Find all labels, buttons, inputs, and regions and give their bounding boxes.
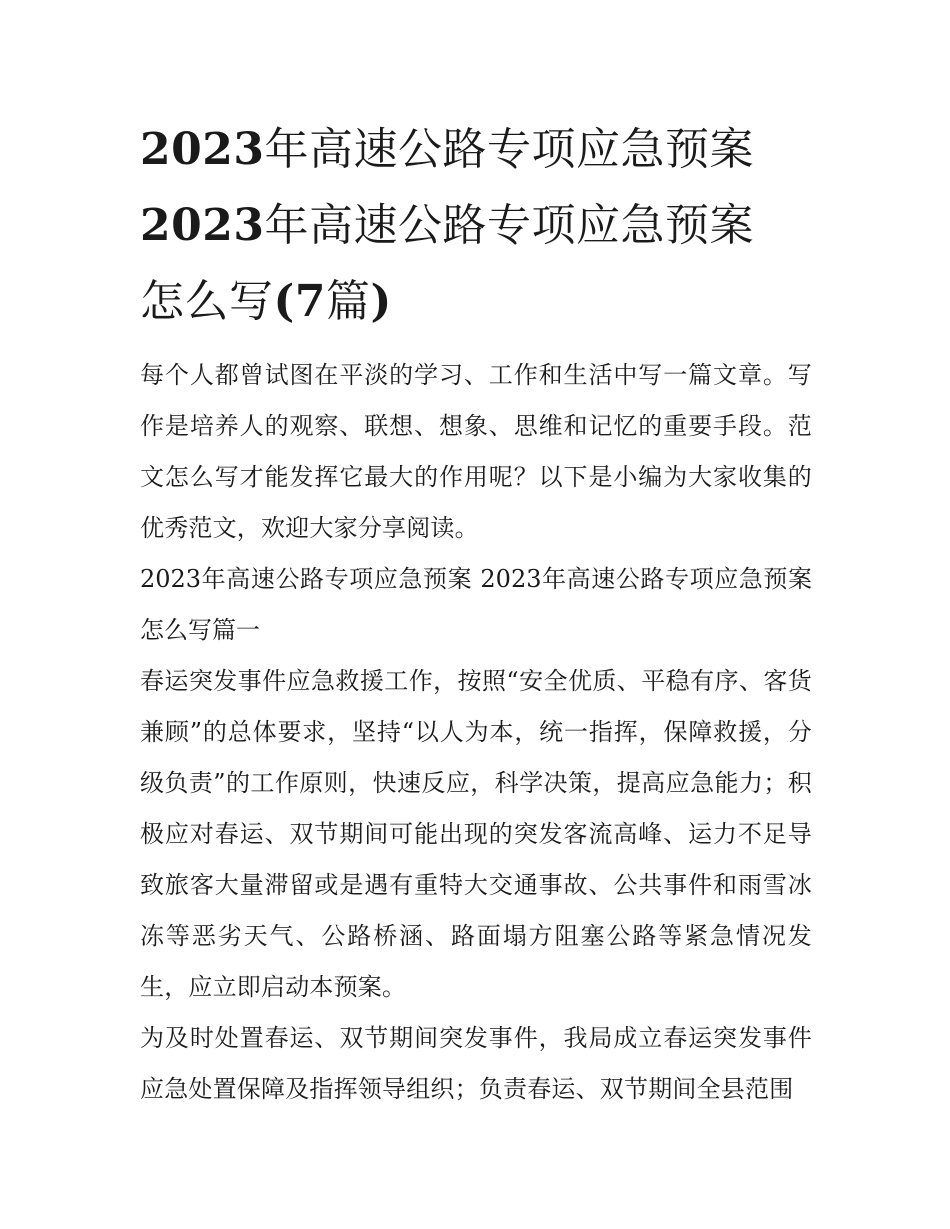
title-close-paren: ) [370, 276, 392, 327]
section-heading: 2023年高速公路专项应急预案 2023年高速公路专项应急预案怎么写篇一 [140, 565, 812, 644]
title-year-2: 2023 [140, 200, 265, 251]
body-paragraph-2: 为及时处置春运、双节期间突发事件，我局成立春运突发事件应急处置保障及指挥领导组织；负责春运、双节期间全县范围 [140, 1024, 812, 1103]
intro-paragraph: 每个人都曾试图在平淡的学习、工作和生活中写一篇文章。写作是培养人的观察、联想、想象、思维和记忆的重要手段。范文怎么写才能发挥它最大的作用呢？以下是小编为大家收集的优秀范文，欢迎大家分享阅读。 [140, 361, 812, 542]
title-count: (7 [273, 276, 326, 327]
title-text-1: 年高速公路专项应急预案 [264, 124, 754, 175]
title-year-1: 2023 [140, 124, 265, 175]
title-text-3b: 篇 [325, 276, 371, 327]
document-page [140, 112, 812, 1115]
title-text-3a: 怎么写 [140, 276, 274, 327]
document-title [140, 112, 812, 340]
body-paragraph-1: 春运突发事件应急救援工作，按照“安全优质、平稳有序、客货兼顾”的总体要求，坚持“以人为本，统一指挥，保障救援，分级负责”的工作原则，快速反应，科学决策，提高应急能力；积极应对春运、双节期间可能出现的突发客流高峰、运力不足导致旅客大量滞留或是遇有重特大交通事故、公共事件和雨雪冰冻等恶劣天气、公路桥涵、路面塌方阻塞公路等紧急情况发生，应立即启动本预案。 [140, 667, 812, 1001]
title-text-2: 年高速公路专项应急预案 [264, 200, 754, 251]
